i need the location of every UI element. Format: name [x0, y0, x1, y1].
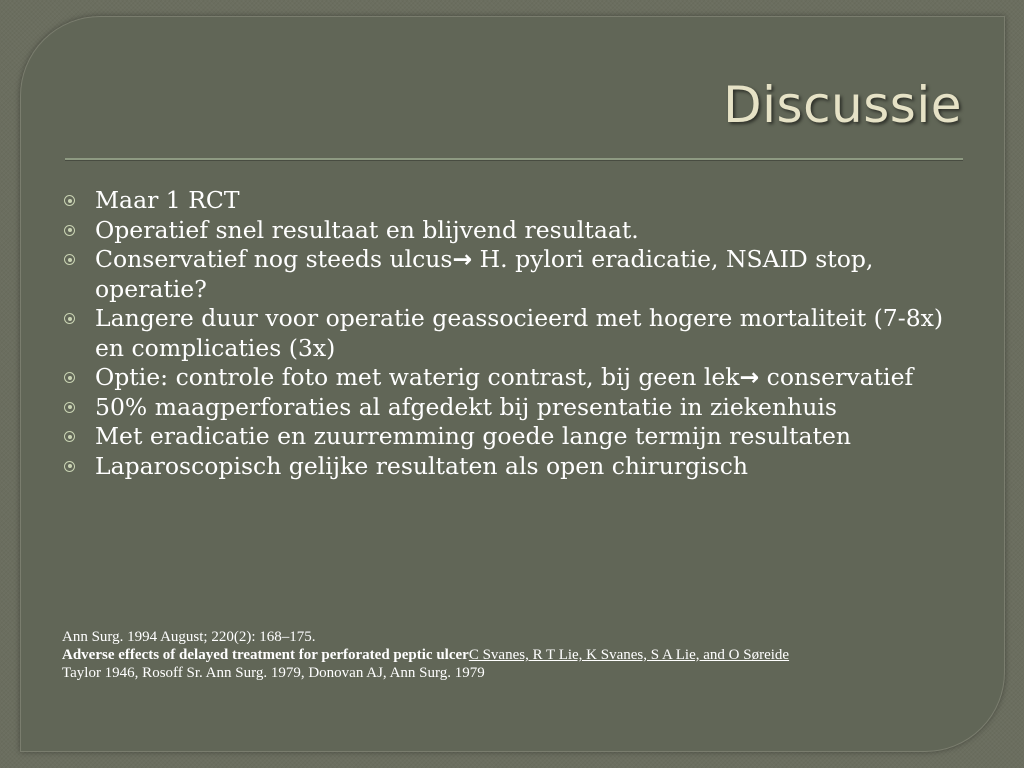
references: [62, 628, 967, 682]
right-arrow-icon: →: [739, 363, 760, 391]
circled-dot-bullet-icon: [64, 195, 75, 206]
reference-title: Adverse effects of delayed treatment for perforated peptic ulcer: [62, 647, 469, 663]
bullet-item-rct: [62, 186, 962, 216]
bullet-list: [62, 186, 962, 481]
title-divider: [65, 158, 963, 160]
reference-journal: Ann Surg. 1994 August; 220(2): 168–175.: [62, 629, 316, 645]
bullet-item-laparoscopisch: [62, 452, 962, 482]
reference-article: [62, 646, 967, 664]
bullet-item-maagperforaties: [62, 393, 962, 423]
bullet-item-eradicatie: [62, 422, 962, 452]
circled-dot-bullet-icon: [64, 313, 75, 324]
circled-dot-bullet-icon: [64, 461, 75, 472]
right-arrow-icon: →: [452, 245, 473, 273]
reference-other-sources: Taylor 1946, Rosoff Sr. Ann Surg. 1979, Donovan AJ, Ann Surg. 1979: [62, 665, 485, 681]
bullet-item-optie: [62, 363, 962, 393]
bullet-text: Met eradicatie en zuurremming goede lange termijn resultaten: [95, 422, 852, 450]
bullet-text: Langere duur voor operatie geassocieerd met hogere mortaliteit (7-8x) en complicaties (3x): [95, 304, 944, 362]
bullet-text: Optie: controle foto met waterig contrast, bij geen lek: [95, 363, 740, 391]
bullet-item-operatief: [62, 216, 962, 246]
circled-dot-bullet-icon: [64, 431, 75, 442]
circled-dot-bullet-icon: [64, 225, 75, 236]
bullet-text: Conservatief nog steeds ulcus: [95, 245, 453, 273]
circled-dot-bullet-icon: [64, 402, 75, 413]
bullet-text: Operatief snel resultaat en blijvend resultaat.: [95, 215, 639, 244]
bullet-item-langere-duur: [62, 304, 962, 363]
circled-dot-bullet-icon: [64, 254, 75, 265]
circled-dot-bullet-icon: [64, 372, 75, 383]
bullet-item-conservatief: [62, 245, 962, 304]
reference-authors-link[interactable]: C Svanes, R T Lie, K Svanes, S A Lie, and O Søreide: [468, 647, 790, 663]
bullet-text-continued: H. pylori eradicatie, NSAID stop, operatie?: [95, 245, 874, 303]
bullet-text: Maar 1 RCT: [95, 186, 240, 214]
bullet-text: Laparoscopisch gelijke resultaten als open chirurgisch: [95, 451, 749, 480]
slide-title: Discussie: [723, 76, 962, 134]
bullet-text: 50% maagperforaties al afgedekt bij presentatie in ziekenhuis: [95, 392, 837, 421]
bullet-text-continued: conservatief: [759, 363, 914, 391]
